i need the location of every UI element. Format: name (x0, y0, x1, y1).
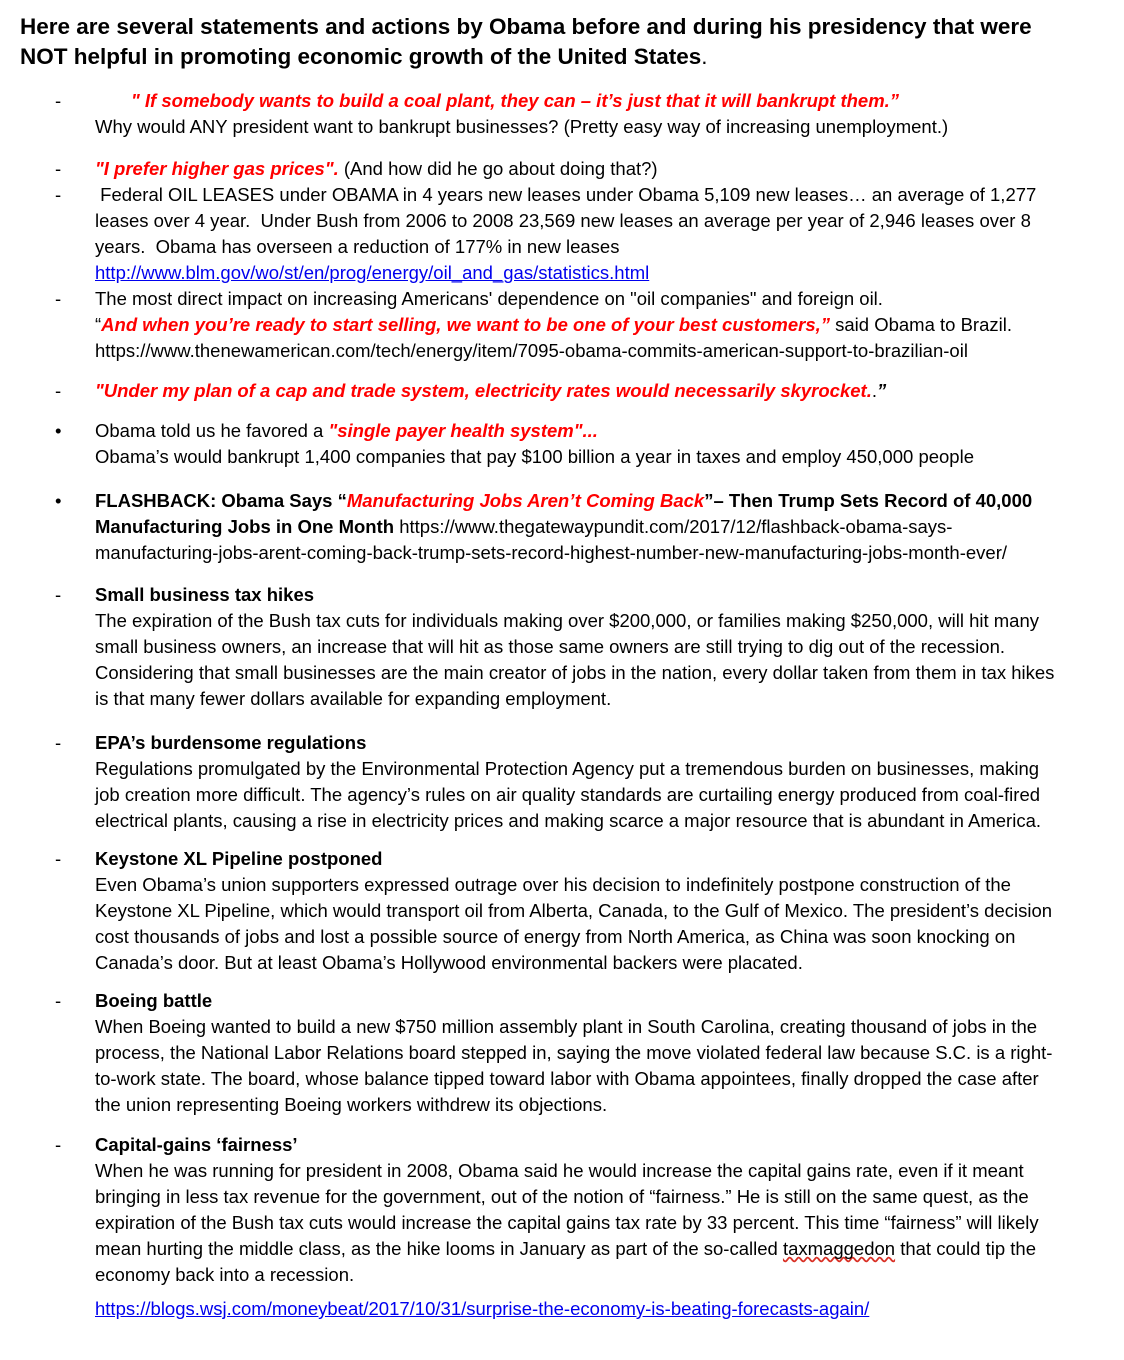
dash-marker: - (55, 288, 62, 309)
list-item (55, 488, 1064, 566)
item-content (95, 378, 1064, 404)
text-run: Obama told us he favored a (95, 420, 329, 441)
list-item (55, 1132, 1064, 1288)
text-run: EPA’s burdensome regulations (95, 732, 367, 753)
text-run: said Obama to Brazil. (830, 314, 1012, 335)
inline-link[interactable]: http://www.blm.gov/wo/st/en/prog/energy/oil_and_gas/statistics.html (95, 262, 650, 283)
list-item (55, 286, 1064, 364)
statement-list (20, 88, 1064, 1288)
quote-text: "I prefer higher gas prices". (95, 158, 344, 179)
list-item (55, 88, 1064, 140)
quote-text: And when you’re ready to start selling, we want to be one of your best customers,” (101, 314, 830, 335)
quote-text: Manufacturing Jobs Aren’t Coming Back (346, 490, 705, 511)
item-content (95, 182, 1064, 286)
list-item (55, 846, 1064, 976)
list-item (55, 988, 1064, 1118)
text-run: The expiration of the Bush tax cuts for individuals making over $200,000, or families making $250,000, will hit many small business owners, an increase that will hit as those same owners are still trying to dig out of the recession. Considering that small businesses are the main creator of jobs in the nation, every dollar taken from them in tax hikes is that many fewer dollars available for expanding employment. (95, 610, 1055, 709)
text-run: Federal OIL LEASES under OBAMA in 4 years new leases under Obama 5,109 new leases… an average of 1,277 leases over 4 year. Under Bush from 2006 to 2008 23,569 new leases an average per year of 2,946 leases over 8 years. Obama has overseen a reduction of 177% in new leases (95, 184, 1037, 257)
text-run: Obama’s would bankrupt 1,400 companies that pay $100 billion a year in taxes and employ 450,000 people (95, 446, 974, 467)
bullet-marker: • (55, 420, 62, 441)
item-content (95, 730, 1064, 834)
item-content (95, 1132, 1064, 1288)
item-content (95, 582, 1064, 712)
dash-marker: - (55, 990, 62, 1011)
text-run: . (871, 380, 877, 401)
text-run: Keystone XL Pipeline postponed (95, 848, 383, 869)
wsj-link[interactable]: https://blogs.wsj.com/moneybeat/2017/10/31/surprise-the-economy-is-beating-forecasts-again/ (95, 1298, 870, 1319)
dash-marker: - (55, 380, 62, 401)
dash-marker: - (55, 848, 62, 869)
text-run: https://www.thegatewaypundit.com/2017/12/flashback-obama-says-manufacturing-jobs-arent-coming-back-trump-sets-record-highest-number-new-manufacturing-jobs-month-ever/ (95, 516, 1007, 563)
item-content (95, 988, 1064, 1118)
item-content (95, 488, 1064, 566)
text-run: The most direct impact on increasing Americans' dependence on "oil companies" and foreign oil. (95, 288, 883, 309)
text-run: Regulations promulgated by the Environmental Protection Agency put a tremendous burden on businesses, making job creation more difficult. The agency’s rules on air quality standards are curtailing energy produced from coal-fired electrical plants, causing a rise in electricity prices and making scarce a major resource that is abundant in America. (95, 758, 1041, 831)
bullet-marker: • (55, 490, 62, 511)
dash-marker: - (55, 90, 62, 111)
list-item (55, 418, 1064, 470)
text-run: When he was running for president in 2008, Obama said he would increase the capital gains rate, even if it meant bringing in less tax revenue for the government, out of the notion of “fairness.” He is still on the same quest, as the expiration of the Bush tax cuts would increase the capital gains tax rate by 33 percent. This time “fairness” will likely mean hurting the middle class, as the hike looms in January as part of the so-called (95, 1160, 1039, 1259)
quote-text: "single payer health system"... (328, 420, 598, 441)
dash-marker: - (55, 1134, 62, 1155)
text-run: Capital-gains ‘fairness’ (95, 1134, 298, 1155)
text-run: “ (95, 314, 102, 335)
item-content (95, 846, 1064, 976)
dash-marker: - (55, 732, 62, 753)
text-run: taxmaggedon (782, 1238, 896, 1259)
item-content (95, 156, 1064, 182)
text-run: ”– Then Trump Sets Record of 40,000 Manufacturing Jobs in One Month (95, 490, 1033, 537)
text-run: Why would ANY president want to bankrupt businesses? (Pretty easy way of increasing unemployment.) (95, 116, 949, 137)
title-line-2: NOT helpful in promoting economic growth of the United States (20, 44, 702, 69)
text-run: Even Obama’s union supporters expressed outrage over his decision to indefinitely postpone construction of the Keystone XL Pipeline, which would transport oil from Alberta, Canada, to the Gulf of Mexico. The president’s decision cost thousands of jobs and lost a possible source of energy from North America, as China was soon knocking on Canada’s door. But at least Obama’s Hollywood environmental backers were placated. (95, 874, 1053, 973)
text-run: FLASHBACK: Obama Says “ (95, 490, 347, 511)
dash-marker: - (55, 158, 62, 179)
quote-text: "Under my plan of a cap and trade system, electricity rates would necessarily skyrocket. (95, 380, 872, 401)
list-item (55, 730, 1064, 834)
text-run: When Boeing wanted to build a new $750 million assembly plant in South Carolina, creating thousand of jobs in the process, the National Labor Relations board stepped in, saying the move violated federal law because S.C. is a right-to-work state. The board, whose balance tipped toward labor with Obama appointees, finally dropped the case after the union representing Boeing workers withdrew its objections. (95, 1016, 1053, 1115)
document-title (20, 12, 1064, 72)
item-content (95, 286, 1064, 364)
title-period: . (701, 44, 708, 69)
list-item (55, 156, 1064, 182)
footer-link-row (95, 1296, 1064, 1322)
list-item (55, 378, 1064, 404)
dash-marker: - (55, 184, 62, 205)
quote-text: " If somebody wants to build a coal plant, they can – it’s just that it will bankrupt them.” (131, 90, 900, 111)
text-run: (And how did he go about doing that?) (343, 158, 658, 179)
text-run: Small business tax hikes (95, 584, 315, 605)
text-run: that could tip the economy back into a recession. (95, 1238, 1036, 1285)
item-content (95, 88, 1064, 140)
item-content (95, 418, 1064, 470)
list-item (55, 582, 1064, 712)
list-item (55, 182, 1064, 286)
text-run: https://www.thenewamerican.com/tech/energy/item/7095-obama-commits-american-support-to-brazilian-oil (95, 340, 968, 361)
dash-marker: - (55, 584, 62, 605)
text-run: ” (877, 380, 887, 401)
text-run: Boeing battle (95, 990, 213, 1011)
title-line-1: Here are several statements and actions by Obama before and during his presidency that were (20, 14, 1032, 39)
